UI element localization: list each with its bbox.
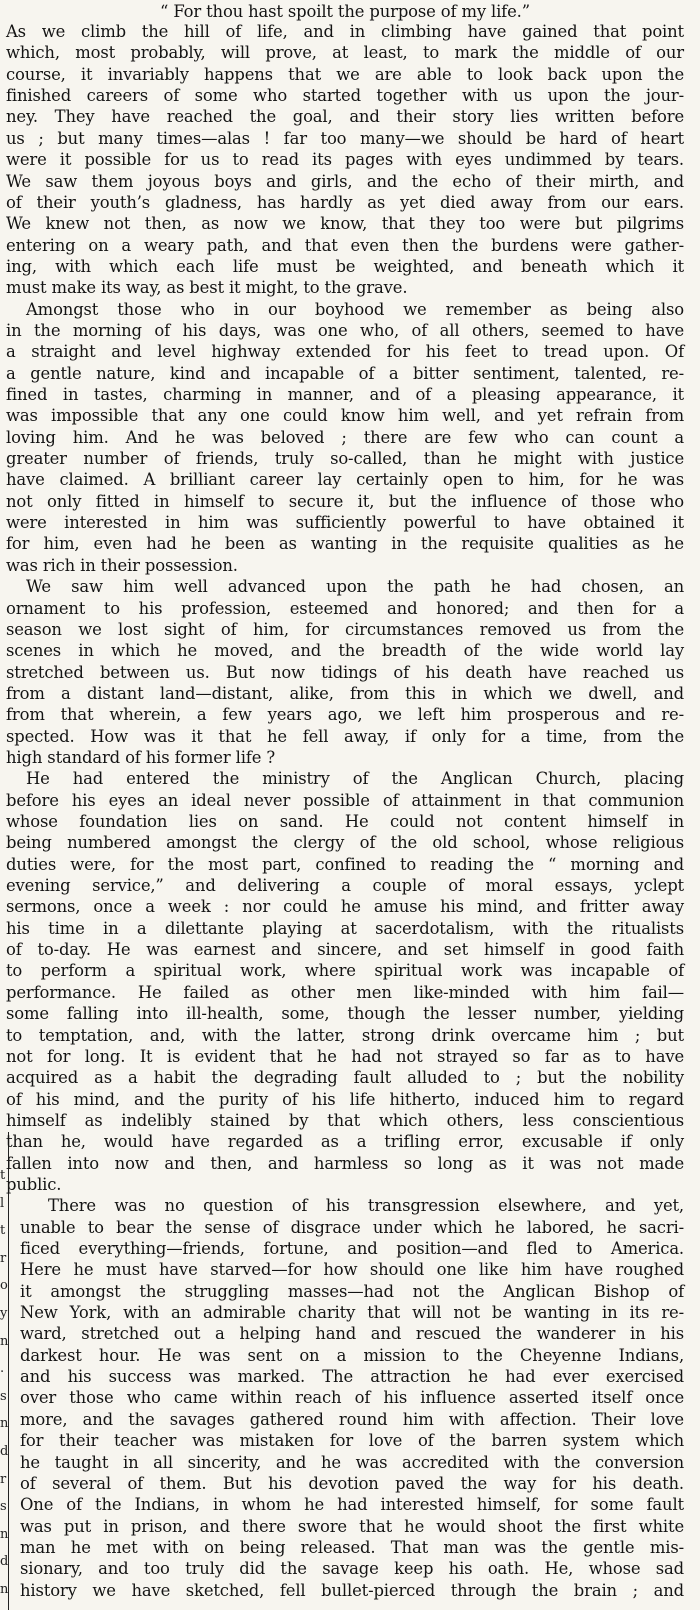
article-line: sermons, once a week : nor could he amuse his mind, and fritter away bbox=[6, 897, 684, 917]
article-line: duties were, for the most part, confined to reading the “ morning and bbox=[6, 854, 684, 874]
article-line: As we climb the hill of life, and in climbing have gained that point bbox=[6, 22, 684, 41]
article-line: ing, with which each life must be weighted, and beneath which it bbox=[6, 256, 684, 276]
article-line: a straight and level highway extended for his feet to tread upon. Of bbox=[6, 342, 684, 362]
edge-fragment: n bbox=[0, 1333, 8, 1349]
article-line: before his eyes an ideal never possible of attainment in that communion bbox=[6, 790, 684, 810]
article-line: public. bbox=[6, 1174, 62, 1194]
article-line: We saw him well advanced upon the path he had chosen, an bbox=[26, 577, 684, 597]
edge-fragment: n bbox=[0, 1416, 8, 1432]
article-line: We knew not then, as now we know, that they too were but pilgrims bbox=[6, 214, 684, 234]
edge-fragment: d bbox=[0, 1554, 8, 1570]
article-line: himself as indelibly stained by that which others, less conscientious bbox=[6, 1110, 684, 1130]
article-line: fined in tastes, charming in manner, and of a pleasing appearance, it bbox=[6, 385, 684, 404]
article-line: which, most probably, will prove, at least, to mark the middle of our bbox=[6, 43, 684, 63]
article-line: to perform a spiritual work, where spiritual work was incapable of bbox=[6, 961, 684, 981]
article-line: sionary, and too truly did the savage keep his oath. He, whose sad bbox=[20, 1559, 684, 1579]
article-line: of their youth’s gladness, has hardly as yet died away from our ears. bbox=[6, 192, 684, 212]
edge-fragment: o bbox=[0, 1278, 8, 1294]
article-line: spected. How was it that he fell away, if only for a time, from the bbox=[6, 726, 684, 746]
article-line: stretched between us. But now tidings of his death have reached us bbox=[6, 662, 684, 682]
article-line: were it possible for us to read its pages with eyes undimmed by tears. bbox=[6, 150, 684, 170]
article-line: high standard of his former life ? bbox=[6, 747, 275, 767]
edge-fragment: y bbox=[0, 1306, 8, 1321]
article-line: performance. He failed as other men like-minded with him fail— bbox=[6, 982, 684, 1002]
article-line: being numbered amongst the clergy of the old school, whose religious bbox=[6, 833, 684, 853]
article-line: was impossible that any one could know him well, and yet refrain from bbox=[6, 406, 684, 426]
article-line: evening service,” and delivering a couple of moral essays, yclept bbox=[6, 876, 684, 895]
edge-fragment: t bbox=[0, 1223, 6, 1239]
article-line: have claimed. A brilliant career lay certainly open to him, for he was bbox=[6, 470, 684, 490]
article-line: entering on a weary path, and that even then the burdens were gather- bbox=[6, 235, 684, 255]
article-line: from that wherein, a few years ago, we left him prosperous and re- bbox=[6, 705, 684, 725]
article-line: fallen into now and then, and harmless so long as it was not made bbox=[6, 1153, 684, 1173]
article-line: ward, stretched out a helping hand and rescued the wanderer in his bbox=[20, 1324, 684, 1344]
edge-fragment: r bbox=[0, 1471, 7, 1487]
article-line: ornament to his profession, esteemed and honored; and then for a bbox=[6, 598, 684, 618]
article-line: it amongst the struggling masses—had not the Anglican Bishop of bbox=[20, 1281, 684, 1301]
article-line: of to-day. He was earnest and sincere, and set himself in good faith bbox=[6, 940, 684, 960]
article-line: ney. They have reached the goal, and their story lies written before bbox=[6, 107, 684, 127]
article-line: were interested in him was sufficiently powerful to have obtained it bbox=[6, 513, 684, 533]
article-line: was rich in their possession. bbox=[6, 555, 238, 575]
article-line: over those who came within reach of his influence asserted itself once bbox=[20, 1388, 684, 1408]
article-line: season we lost sight of him, for circumstances removed us from the bbox=[6, 619, 684, 639]
article-line: to temptation, and, with the latter, strong drink overcame him ; but bbox=[6, 1025, 684, 1045]
article-line: Amongst those who in our boyhood we remember as being also bbox=[26, 299, 684, 319]
article-line: loving him. And he was beloved ; there are few who can count a bbox=[6, 427, 684, 447]
article-line: for their teacher was mistaken for love of the barren system which bbox=[20, 1431, 684, 1451]
article-line: whose foundation lies on sand. He could not content himself in bbox=[6, 812, 684, 831]
article-line: One of the Indians, in whom he had interested himself, for some fault bbox=[20, 1495, 684, 1515]
article-line: course, it invariably happens that we are able to look back upon the bbox=[6, 64, 684, 84]
article-line: darkest hour. He was sent on a mission to the Cheyenne Indians, bbox=[20, 1345, 684, 1365]
article-line: finished careers of some who started together with us upon the jour- bbox=[6, 86, 684, 106]
article-line: he taught in all sincerity, and he was accredited with the conversion bbox=[20, 1452, 684, 1472]
article-line: us ; but many times—alas ! far too many—we should be hard of heart bbox=[6, 128, 684, 148]
edge-fragment: n bbox=[0, 1526, 8, 1542]
article-line: some falling into ill-health, some, though the lesser number, yielding bbox=[6, 1004, 684, 1024]
article-line: He had entered the ministry of the Anglican Church, placing bbox=[26, 769, 684, 789]
edge-fragment: t bbox=[0, 1168, 6, 1183]
article-line: was put in prison, and there swore that he would shoot the first white bbox=[20, 1516, 684, 1536]
article-line: his time in a dilettante playing at sacerdotalism, with the ritualists bbox=[6, 918, 684, 938]
article-line: greater number of friends, truly so-called, than he might with justice bbox=[6, 449, 684, 468]
article-line: man he met with on being released. That man was the gentle mis- bbox=[20, 1537, 684, 1557]
article-line: not only fitted in himself to secure it, but the influence of those who bbox=[6, 491, 684, 511]
edge-fragment: r bbox=[0, 1250, 7, 1266]
article-line: and his success was marked. The attraction he had ever exercised bbox=[20, 1367, 684, 1387]
article-line: from a distant land—distant, alike, from this in which we dwell, and bbox=[6, 683, 684, 703]
article-line: Here he must have starved—for how should one like him have roughed bbox=[20, 1260, 684, 1280]
column-rule bbox=[8, 1132, 9, 1610]
article-line: There was no question of his transgression elsewhere, and yet, bbox=[48, 1196, 684, 1216]
article-line: in the morning of his days, was one who, of all others, seemed to have bbox=[6, 320, 684, 340]
article-line: more, and the savages gathered round him with affection. Their love bbox=[20, 1409, 684, 1429]
article-line: of several of them. But his devotion paved the way for his death. bbox=[20, 1473, 684, 1493]
article-line: New York, with an admirable charity that will not be wanting in its re- bbox=[20, 1303, 684, 1322]
article-title: “ For thou hast spoilt the purpose of my life.” bbox=[160, 2, 530, 21]
article-line: a gentle nature, kind and incapable of a bitter sentiment, talented, re- bbox=[6, 363, 684, 383]
edge-fragment: . bbox=[0, 1361, 5, 1377]
article-line: ficed everything—friends, fortune, and position—and fled to America. bbox=[20, 1239, 684, 1258]
article-line: unable to bear the sense of disgrace under which he labored, he sacri- bbox=[20, 1217, 684, 1237]
article-line: acquired as a habit the degrading fault alluded to ; but the nobility bbox=[6, 1068, 684, 1088]
edge-fragment: d bbox=[0, 1444, 8, 1459]
article-line: history we have sketched, fell bullet-pierced through the brain ; and bbox=[20, 1580, 684, 1600]
article-line: We saw them joyous boys and girls, and the echo of their mirth, and bbox=[6, 171, 684, 191]
edge-fragment: n bbox=[0, 1582, 8, 1597]
edge-fragment: s bbox=[0, 1388, 7, 1404]
article-line: not for long. It is evident that he had not strayed so far as to have bbox=[6, 1046, 684, 1066]
article-line: must make its way, as best it might, to the grave. bbox=[6, 278, 408, 298]
edge-fragment: s bbox=[0, 1499, 7, 1515]
article-line: for him, even had he been as wanting in the requisite qualities as he bbox=[6, 534, 684, 554]
edge-fragment: l bbox=[0, 1195, 5, 1211]
article-line: than he, would have regarded as a trifling error, excusable if only bbox=[6, 1132, 684, 1152]
article-line: of his mind, and the purity of his life hitherto, induced him to regard bbox=[6, 1089, 684, 1109]
article-line: scenes in which he moved, and the breadth of the wide world lay bbox=[6, 641, 684, 661]
